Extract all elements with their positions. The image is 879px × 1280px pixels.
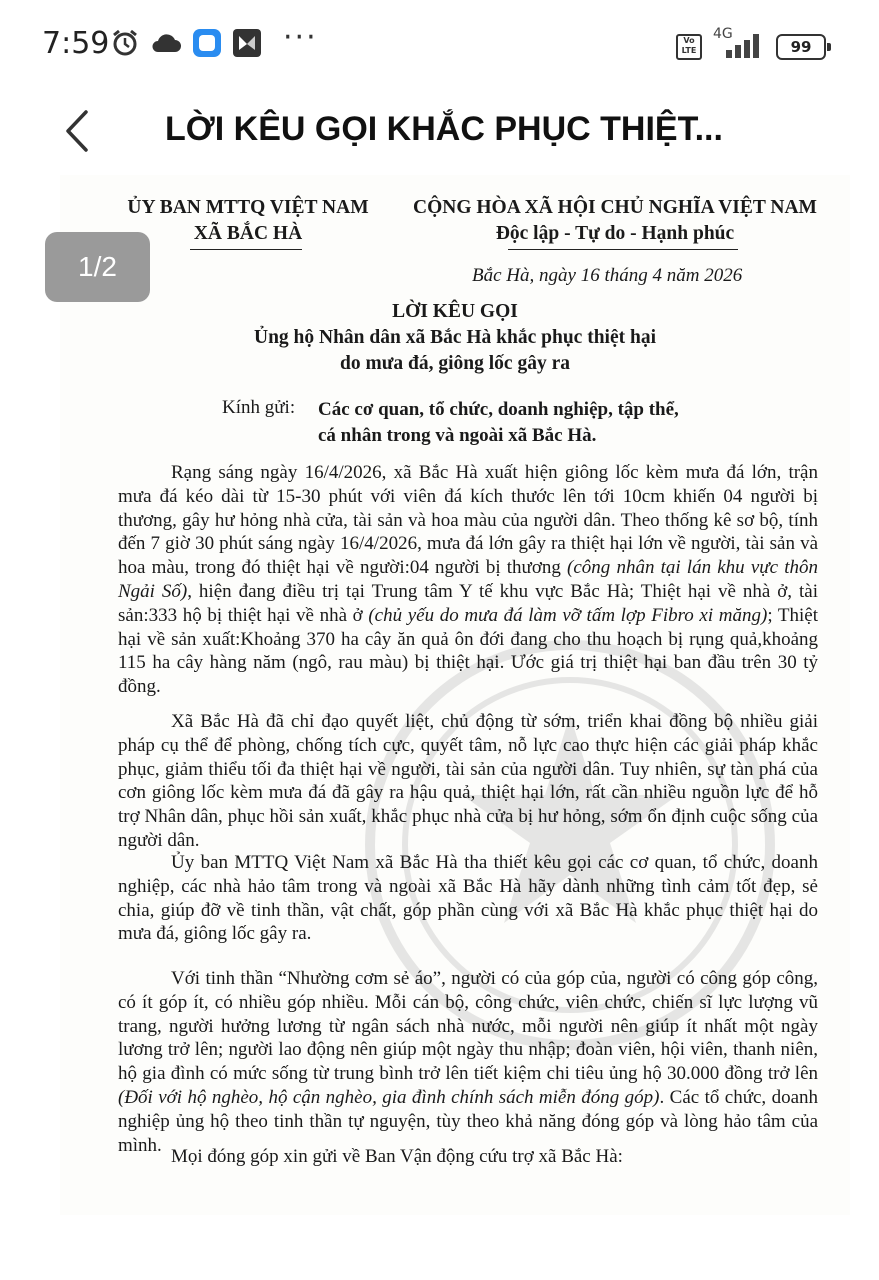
p1-text: , hiện đang điều trị tại Trung tâm Y tế khu vực Bắc Hà; Thiệt hại về nhà ở, tài sản:333 hộ bị thiệt hại về nhà ở [118,580,818,626]
paragraph-1 [118,461,818,699]
issuer-commune: XÃ BẮC HÀ [193,223,303,244]
network-type: 4G [713,26,733,42]
alarm-icon [110,28,140,58]
cloud-icon [150,28,182,58]
paragraph-5: Mọi đóng góp xin gửi về Ban Vận động cứu trợ xã Bắc Hà: [171,1146,623,1167]
chevron-left-icon [58,106,98,156]
heading-subtitle-2: do mưa đá, giông lốc gây ra [339,353,570,374]
p1-text: Rạng sáng ngày 16/4/2026, xã Bắc Hà xuất hiện giông lốc kèm mưa đá lớn, trận mưa đá kéo dài từ 15-30 phút với viên đá kích thước lên tới 10cm khiến 04 người bị thương, gây hư hỏng nhà cửa, tài sản và hoa màu của người dân. Theo thống kê sơ bộ, tính đến 7 giờ 30 phút sáng ngày 16/4/2026, mưa đá lớn gây ra thiệt hại lớn về người, tài sản và hoa màu, trong đó thiệt hại về người:04 người bị thương [118,462,818,579]
p4-text: . Các tổ chức, doanh nghiệp ủng hộ theo tinh thần tự nguyện, tùy theo khả năng đóng góp và lòng hảo tâm của mình. [118,1086,818,1156]
recipient-line-2: cá nhân trong và ngoài xã Bắc Hà. [318,425,597,446]
battery-icon: 99 [776,34,826,60]
document-heading [60,299,850,377]
app-notification-icon [192,28,222,58]
p1-italic: (công nhân tại lán khu vực thôn Ngải Số) [118,557,818,602]
national-header [400,195,830,247]
p4-text: Với tinh thần “Nhường cơm sẻ áo”, người có của góp của, người có công góp công, có ít góp ít, có nhiều góp nhiều. Mỗi cán bộ, công chức, viên chức, chiến sĩ lực lượng vũ trang, người hưởng lương từ ngân sách nhà nước, mỗi người nên giúp ít nhất một ngày lương trở lên; người lao động nên giúp một ngày thu nhập; đoàn viên, hội viên, thanh niên, hộ gia đình có mức sống từ trung bình trở lên tiết kiệm chi tiêu ủng hộ 30.000 đồng trở lên [118,968,818,1085]
status-time: 7:59 [42,26,110,61]
volte-icon: Vo LTE [676,34,702,60]
heading-title: LỜI KÊU GỌI [392,301,518,322]
p1-italic: (chủ yếu do mưa đá làm vỡ tấm lợp Fibro xi măng) [368,604,768,626]
paragraph-4 [118,967,818,1157]
p1-text: ; Thiệt hại về sản xuất:Khoảng 370 ha cây ăn quả ôn đới đang cho thu hoạch bị rụng quả,khoảng 115 ha cây hàng năm (ngô, rau màu) bị thiệt hại. Ước giá trị thiệt hại ban đầu trên 30 tỷ đồng. [118,604,818,698]
paragraph-2: Xã Bắc Hà đã chỉ đạo quyết liệt, chủ động từ sớm, triển khai đồng bộ nhiều giải pháp cụ thể để phòng, chống tích cực, quyết tâm, nỗ lực cao thực hiện các giải pháp khắc phục, giảm thiểu tối đa thiệt hại về người, tài sản của người dân. Tuy nhiên, sự tàn phá của cơn giông lốc kèm mưa đá đã gây ra hậu quả, thiệt hại lớn, rất cần nhiều nguồn lực để hỗ trợ Nhân dân, phục hồi sản xuất, khắc phục nhà cửa bị hư hỏng, sớm ổn định cuộc sống của người dân. [118,711,818,851]
heading-subtitle-1: Ủng hộ Nhân dân xã Bắc Hà khắc phục thiệt hại [253,327,657,348]
paragraph-3: Ủy ban MTTQ Việt Nam xã Bắc Hà tha thiết kêu gọi các cơ quan, tổ chức, doanh nghiệp, các nhà hảo tâm trong và ngoài xã Bắc Hà hãy dành những tình cảm tốt đẹp, sẻ chia, giúp đỡ về tinh thần, vật chất, góp phần cùng với xã Bắc Hà khắc phục thiệt hại do mưa đá, giông lốc gây ra. [118,852,818,945]
divider [508,249,738,250]
motto: Độc lập - Tự do - Hạnh phúc [495,223,735,244]
recipient-text [318,397,679,449]
issuer-block [118,195,378,247]
document-date: Bắc Hà, ngày 16 tháng 4 năm 2026 [472,265,743,286]
issuer-name: ỦY BAN MTTQ VIỆT NAM [127,197,369,218]
recipient-label: Kính gửi: [222,397,296,418]
country-name: CỘNG HÒA XÃ HỘI CHỦ NGHĨA VIỆT NAM [413,197,817,218]
more-notifications-icon: ··· [283,20,318,55]
status-bar [0,0,879,90]
page-title: LỜI KÊU GỌI KHẮC PHỤC THIỆT... [165,110,723,148]
divider [190,249,302,250]
p4-italic: (Đối với hộ nghèo, hộ cận nghèo, gia đình chính sách miễn đóng góp) [118,1086,660,1108]
document-page[interactable] [60,175,850,1215]
signal-icon [716,30,766,58]
recipient-line-1: Các cơ quan, tổ chức, doanh nghiệp, tập thể, [318,399,679,420]
page-indicator: 1/2 [45,232,150,302]
app-shortcut-icon [232,28,262,58]
back-button[interactable] [58,106,98,156]
